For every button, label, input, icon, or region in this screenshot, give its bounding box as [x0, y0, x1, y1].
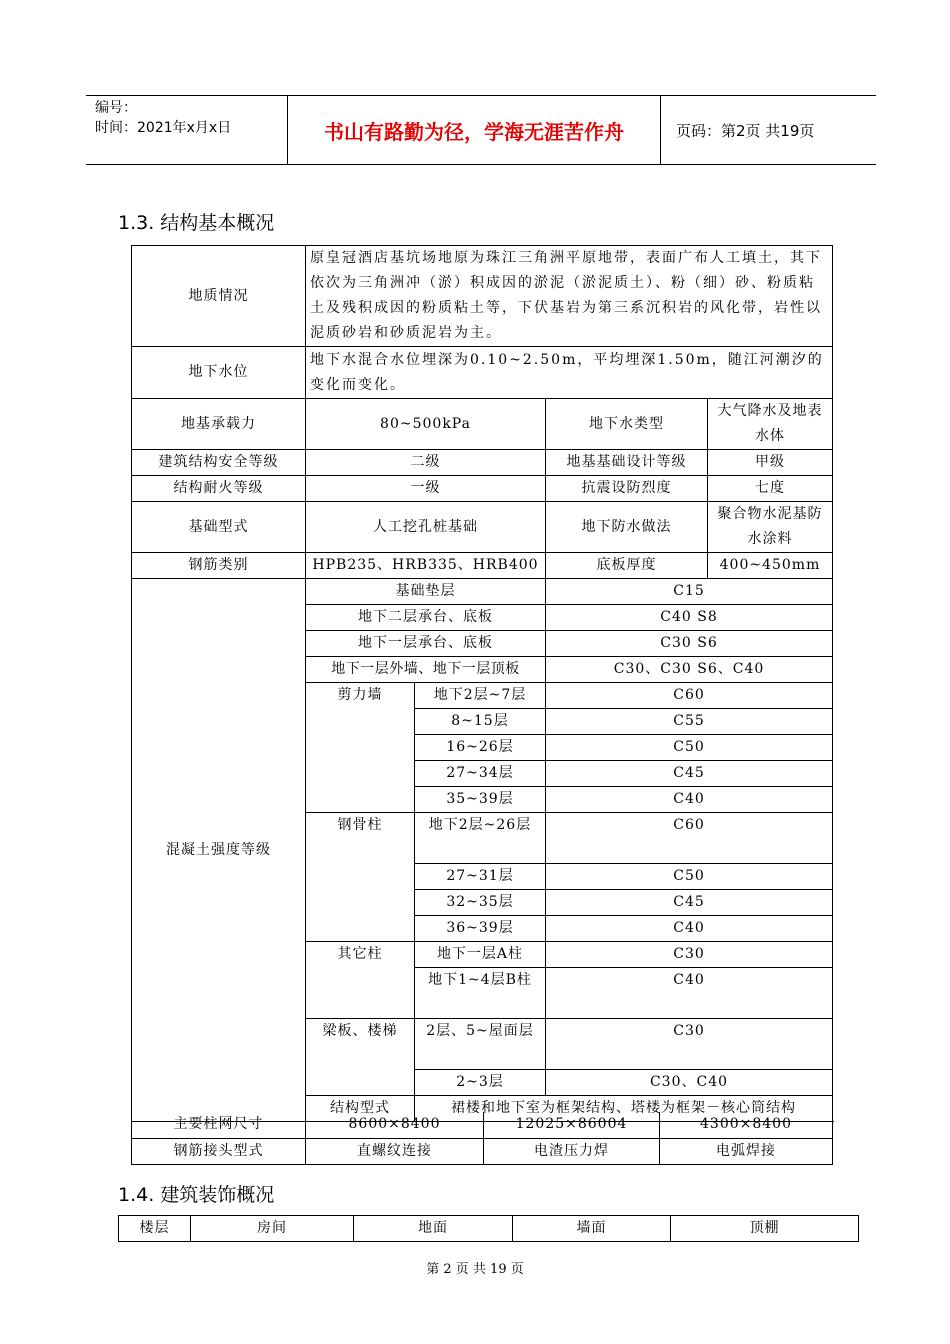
decoration-table [118, 1215, 859, 1242]
row-value: 400~450mm [708, 553, 833, 579]
joint-value: 电弧焊接 [660, 1138, 833, 1164]
other-column-label: 其它柱 [306, 942, 415, 1019]
row-label: 地下防水做法 [546, 502, 708, 553]
water-label: 地下水位 [132, 347, 306, 399]
shear-wall-label: 剪力墙 [306, 683, 415, 813]
row-label: 地基基础设计等级 [546, 450, 708, 476]
floor-range: 36~39层 [415, 916, 546, 942]
concrete-grade: C30 [546, 1019, 833, 1070]
row-label: 抗震设防烈度 [546, 476, 708, 502]
row-label: 地基承载力 [132, 399, 306, 450]
concrete-grade: C45 [546, 890, 833, 916]
floor-range: 27~31层 [415, 864, 546, 890]
date-line: 时间：2021年x月x日 [95, 120, 232, 136]
column-header: 楼层 [119, 1216, 191, 1242]
floor-range: 8~15层 [415, 709, 546, 735]
concrete-grade: C50 [546, 864, 833, 890]
concrete-grade: C40 [546, 968, 833, 1019]
floor-range: 35~39层 [415, 787, 546, 813]
concrete-grade: C45 [546, 761, 833, 787]
joint-value: 电渣压力焊 [484, 1138, 660, 1164]
grid-value: 4300×8400 [660, 1112, 833, 1138]
concrete-grade: C40 [546, 787, 833, 813]
structure-text: 裙楼和地下室为框架结构、塔楼为框架－核心筒结构 [415, 1096, 833, 1122]
floor-range: 地下2层~26层 [415, 813, 546, 864]
concrete-grade: C30 [546, 942, 833, 968]
floor-range: 16~26层 [415, 735, 546, 761]
concrete-grade: C50 [546, 735, 833, 761]
floor-range: 地下一层A柱 [415, 942, 546, 968]
row-value: 80~500kPa [306, 399, 546, 450]
row-label: 地下水类型 [546, 399, 708, 450]
row-value: 甲级 [708, 450, 833, 476]
section-title-1-4: 1.4. 建筑装饰概况 [118, 1184, 275, 1206]
concrete-grade: C30 S6 [546, 631, 833, 657]
concrete-part: 地下一层承台、底板 [306, 631, 546, 657]
row-value: 二级 [306, 450, 546, 476]
row-label: 基础型式 [132, 502, 306, 553]
structure-label: 结构型式 [306, 1096, 415, 1122]
row-label: 建筑结构安全等级 [132, 450, 306, 476]
steel-column-label: 钢骨柱 [306, 813, 415, 942]
joint-label: 钢筋接头型式 [132, 1138, 306, 1164]
row-value: 一级 [306, 476, 546, 502]
concrete-grade: C40 [546, 916, 833, 942]
concrete-grade: C15 [546, 579, 833, 605]
concrete-grade: C30、C40 [546, 1070, 833, 1096]
grid-label: 主要柱网尺寸 [132, 1112, 306, 1138]
concrete-grade: C55 [546, 709, 833, 735]
header-motto: 书山有路勤为径，学海无涯苦作舟 [287, 96, 661, 164]
concrete-label: 混凝土强度等级 [132, 579, 306, 1122]
grid-value: 8600×8400 [306, 1112, 484, 1138]
concrete-grade: C30、C30 S6、C40 [546, 657, 833, 683]
column-header: 地面 [354, 1216, 513, 1242]
structure-table [131, 245, 833, 1122]
geology-label: 地质情况 [132, 246, 306, 347]
page-footer: 第 2 页 共 19 页 [426, 1262, 524, 1277]
row-label: 钢筋类别 [132, 553, 306, 579]
row-value: HPB235、HRB335、HRB400 [306, 553, 546, 579]
row-value: 大气降水及地表水体 [708, 399, 833, 450]
grid-value: 12025×86004 [484, 1112, 660, 1138]
row-value: 聚合物水泥基防水涂料 [708, 502, 833, 553]
row-value: 人工挖孔桩基础 [306, 502, 546, 553]
floor-range: 地下2层~7层 [415, 683, 546, 709]
floor-range: 32~35层 [415, 890, 546, 916]
beam-stair-label: 梁板、楼梯 [306, 1019, 415, 1096]
water-text: 地下水混合水位埋深为0.10~2.50m，平均埋深1.50m，随江河潮汐的变化而变化。 [306, 347, 833, 399]
floor-range: 地下1~4层B柱 [415, 968, 546, 1019]
grid-joint-table [131, 1112, 833, 1165]
concrete-part: 地下一层外墙、地下一层顶板 [306, 657, 546, 683]
joint-value: 直螺纹连接 [306, 1138, 484, 1164]
page-header [86, 95, 876, 165]
concrete-grade: C40 S8 [546, 605, 833, 631]
header-page-info [668, 96, 876, 164]
number-label: 编号： [95, 100, 137, 116]
concrete-grade: C60 [546, 683, 833, 709]
column-header: 房间 [191, 1216, 354, 1242]
row-value: 七度 [708, 476, 833, 502]
floor-range: 27~34层 [415, 761, 546, 787]
column-header: 顶棚 [671, 1216, 859, 1242]
page-info-text: 页码：第2页 共19页 [676, 121, 815, 140]
geology-text: 原皇冠酒店基坑场地原为珠江三角洲平原地带，表面广布人工填土，其下依次为三角洲冲（淤）积成因的淤泥（淤泥质土）、粉（细）砂、粉质粘土及残积成因的粉质粘土等，下伏基岩为第三系沉积岩的风化带，岩性以泥质砂岩和砂质泥岩为主。 [306, 246, 833, 347]
concrete-part: 基础垫层 [306, 579, 546, 605]
header-meta [86, 96, 286, 164]
concrete-part: 地下二层承台、底板 [306, 605, 546, 631]
section-title-1-3: 1.3. 结构基本概况 [118, 212, 275, 234]
floor-range: 2层、5~屋面层 [415, 1019, 546, 1070]
row-label: 结构耐火等级 [132, 476, 306, 502]
concrete-grade: C60 [546, 813, 833, 864]
row-label: 底板厚度 [546, 553, 708, 579]
floor-range: 2~3层 [415, 1070, 546, 1096]
column-header: 墙面 [513, 1216, 671, 1242]
